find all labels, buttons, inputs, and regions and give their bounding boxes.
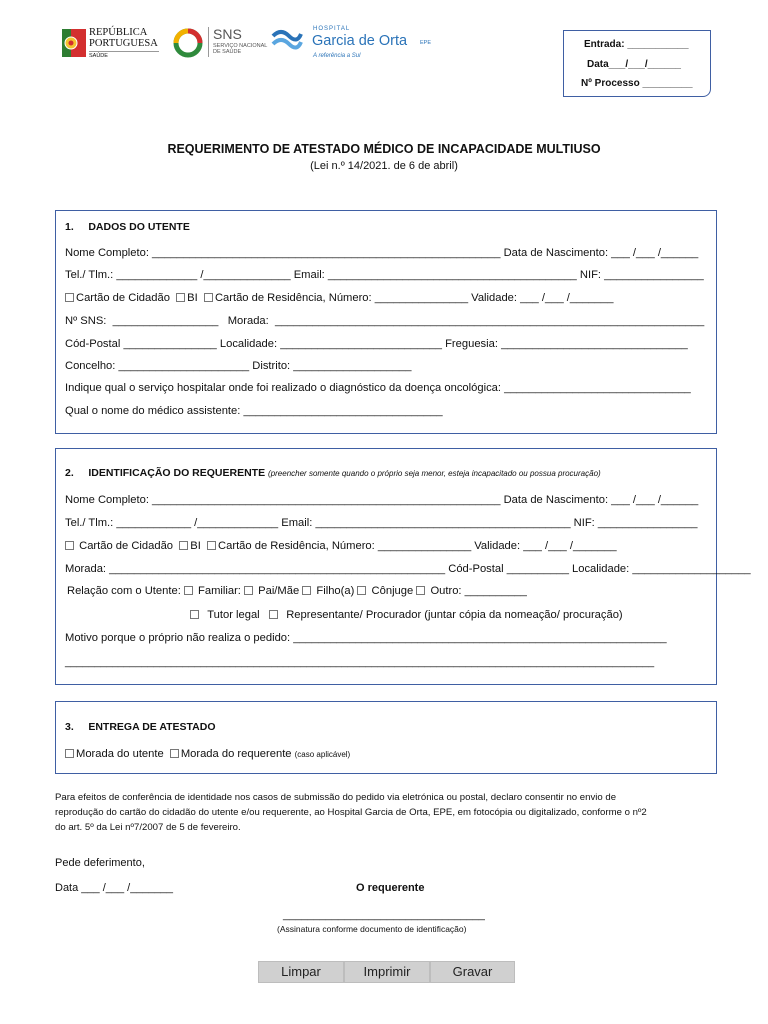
requerente-label: O requerente — [356, 882, 425, 894]
tutor-checkbox[interactable] — [190, 610, 199, 619]
intake-data[interactable]: Data___/___/______ — [587, 59, 681, 70]
section2-title-text: 2. IDENTIFICAÇÃO DO REQUERENTE — [65, 467, 266, 479]
morada-utente-checkbox[interactable] — [65, 749, 74, 758]
utente-concelho-row[interactable]: Concelho: _____________________ Distrito: ___________________ — [65, 360, 412, 372]
declaration-line2: reprodução do cartão do cidadão do utente e/ou requerente, ao Hospital Garcia de Orta, EPE, em fotocópia ou digitalizado, conforme o nº2 — [55, 807, 647, 818]
filho-label: Filho(a) — [316, 585, 355, 597]
utente-sns-row[interactable]: Nº SNS: _________________ Morada: _____________________________________________________________________ — [65, 315, 705, 327]
utente-residencia-checkbox[interactable] — [204, 293, 213, 302]
utente-cc-checkbox[interactable] — [65, 293, 74, 302]
pai-mae-checkbox[interactable] — [244, 586, 253, 595]
page-title: REQUERIMENTO DE ATESTADO MÉDICO DE INCAPACIDADE MULTIUSO — [167, 142, 601, 156]
utente-servico-row[interactable]: Indique qual o serviço hospitalar onde foi realizado o diagnóstico da doença oncológica: ______________________________ — [65, 382, 691, 394]
relacao-label: Relação com o Utente: — [67, 585, 181, 597]
utente-codpostal-row[interactable]: Cód-Postal _______________ Localidade: __________________________ Freguesia: ______________________________ — [65, 338, 688, 350]
requerente-cc-label: Cartão de Cidadão — [79, 540, 174, 552]
sns-sub1: SERVIÇO NACIONAL — [213, 43, 268, 49]
tutor-label: Tutor legal — [207, 609, 260, 621]
section2-title — [65, 467, 601, 479]
intake-entrada[interactable]: Entrada: ___________ — [584, 39, 689, 50]
sns-logo — [173, 26, 268, 61]
requerente-bi-checkbox[interactable] — [179, 541, 188, 550]
entrega-options-row — [65, 747, 350, 762]
sns-title: SNS — [213, 26, 242, 42]
outro-checkbox[interactable] — [416, 586, 425, 595]
section2-title-note: (preencher somente quando o próprio seja menor, esteja incapacitado ou possua procuração) — [268, 469, 601, 478]
requerente-motivo-line2[interactable]: ____________________________________________________________________________________________________ — [65, 656, 655, 668]
requerente-residencia-checkbox[interactable] — [207, 541, 216, 550]
morada-requerente-checkbox[interactable] — [170, 749, 179, 758]
morada-utente-label: Morada do utente — [76, 748, 164, 760]
section1-title: 1. DADOS DO UTENTE — [65, 221, 190, 233]
requerente-cc-checkbox[interactable] — [65, 541, 74, 550]
requerente-doc-row — [65, 539, 617, 553]
intake-processo[interactable]: Nº Processo _________ — [581, 78, 693, 89]
signature-note: (Assinatura conforme documento de identificação) — [277, 924, 467, 934]
hgo-tagline: A referência a Sul — [313, 53, 361, 59]
representante-label: Representante/ Procurador (juntar cópia da nomeação/ procuração) — [286, 609, 623, 621]
section3-title: 3. ENTREGA DE ATESTADO — [65, 721, 216, 733]
hgo-epe: EPE — [420, 40, 432, 46]
utente-residencia-label[interactable]: Cartão de Residência, Número: _______________ Validade: ___ /___ /_______ — [214, 292, 614, 304]
utente-cc-label: Cartão de Cidadão — [76, 292, 170, 304]
pede-deferimento: Pede deferimento, — [55, 857, 145, 869]
rp-line2: PORTUGUESA — [89, 38, 158, 49]
conjuge-checkbox[interactable] — [357, 586, 366, 595]
requerente-tutor-row — [190, 608, 623, 622]
imprimir-button[interactable]: Imprimir — [344, 961, 430, 983]
sns-circle-icon — [173, 28, 203, 58]
page-subtitle: (Lei n.º 14/2021. de 6 de abril) — [310, 160, 458, 172]
utente-tel-row[interactable]: Tel./ Tlm.: _____________ /______________ Email: ________________________________________ NIF: ________________ — [65, 269, 704, 281]
hgo-small: HOSPITAL — [313, 26, 351, 32]
requerente-morada-row[interactable]: Morada: ______________________________________________________ Cód-Postal __________ Localidade: ___________________ — [65, 563, 751, 575]
morada-requerente-note: (caso aplicável) — [294, 750, 351, 759]
requerente-motivo-row[interactable]: Motivo porque o próprio não realiza o pedido: ____________________________________________________________ — [65, 632, 667, 644]
familiar-checkbox[interactable] — [184, 586, 193, 595]
portugal-shield-icon — [62, 29, 86, 57]
utente-bi-checkbox[interactable] — [176, 293, 185, 302]
pai-mae-label: Pai/Mãe — [258, 585, 300, 597]
limpar-button[interactable]: Limpar — [258, 961, 344, 983]
utente-nome-row[interactable]: Nome Completo: ________________________________________________________ Data de Nascimento: ___ /___ /______ — [65, 247, 699, 259]
morada-requerente-label: Morada do requerente — [180, 748, 292, 760]
requerente-nome-row[interactable]: Nome Completo: ________________________________________________________ Data de Nascimento: ___ /___ /______ — [65, 494, 699, 506]
declaration-line3: do art. 5º da Lei nº7/2007 de 5 de fevereiro. — [55, 822, 241, 833]
declaration-line1: Para efeitos de conferência de identidade nos casos de submissão do pedido via eletrónica ou postal, declaro consentir no envio de — [55, 792, 617, 803]
conjuge-label: Cônjuge — [371, 585, 414, 597]
utente-bi-label: BI — [187, 292, 198, 304]
requerente-bi-label: BI — [190, 540, 201, 552]
familiar-label: Familiar: — [198, 585, 241, 597]
utente-medico-row[interactable]: Qual o nome do médico assistente: ________________________________ — [65, 405, 443, 417]
filho-checkbox[interactable] — [302, 586, 311, 595]
hospital-garcia-de-orta-logo — [271, 25, 451, 65]
outro-label[interactable]: Outro: __________ — [430, 585, 527, 597]
requerente-tel-row[interactable]: Tel./ Tlm.: ____________ /_____________ Email: _________________________________________ NIF: ________________ — [65, 517, 698, 529]
signature-line[interactable]: _________________________________ — [283, 909, 485, 921]
hgo-name: Garcia de Orta — [312, 33, 408, 49]
requerente-residencia-label[interactable]: Cartão de Residência, Número: _______________ Validade: ___ /___ /_______ — [218, 540, 617, 552]
rp-line1: REPÚBLICA — [89, 27, 148, 38]
utente-doc-row — [65, 291, 613, 305]
section-entrega-atestado — [55, 701, 717, 774]
gravar-button[interactable]: Gravar — [430, 961, 515, 983]
intake-box — [563, 30, 711, 97]
requerente-relacao-row — [67, 584, 527, 598]
representante-checkbox[interactable] — [269, 610, 278, 619]
closing-date[interactable]: Data ___ /___ /_______ — [55, 882, 174, 894]
republica-portuguesa-logo — [62, 27, 162, 63]
rp-sub: SAÚDE — [89, 53, 108, 59]
hgo-wave-icon — [271, 28, 303, 54]
sns-sub2: DE SAÚDE — [213, 49, 242, 55]
